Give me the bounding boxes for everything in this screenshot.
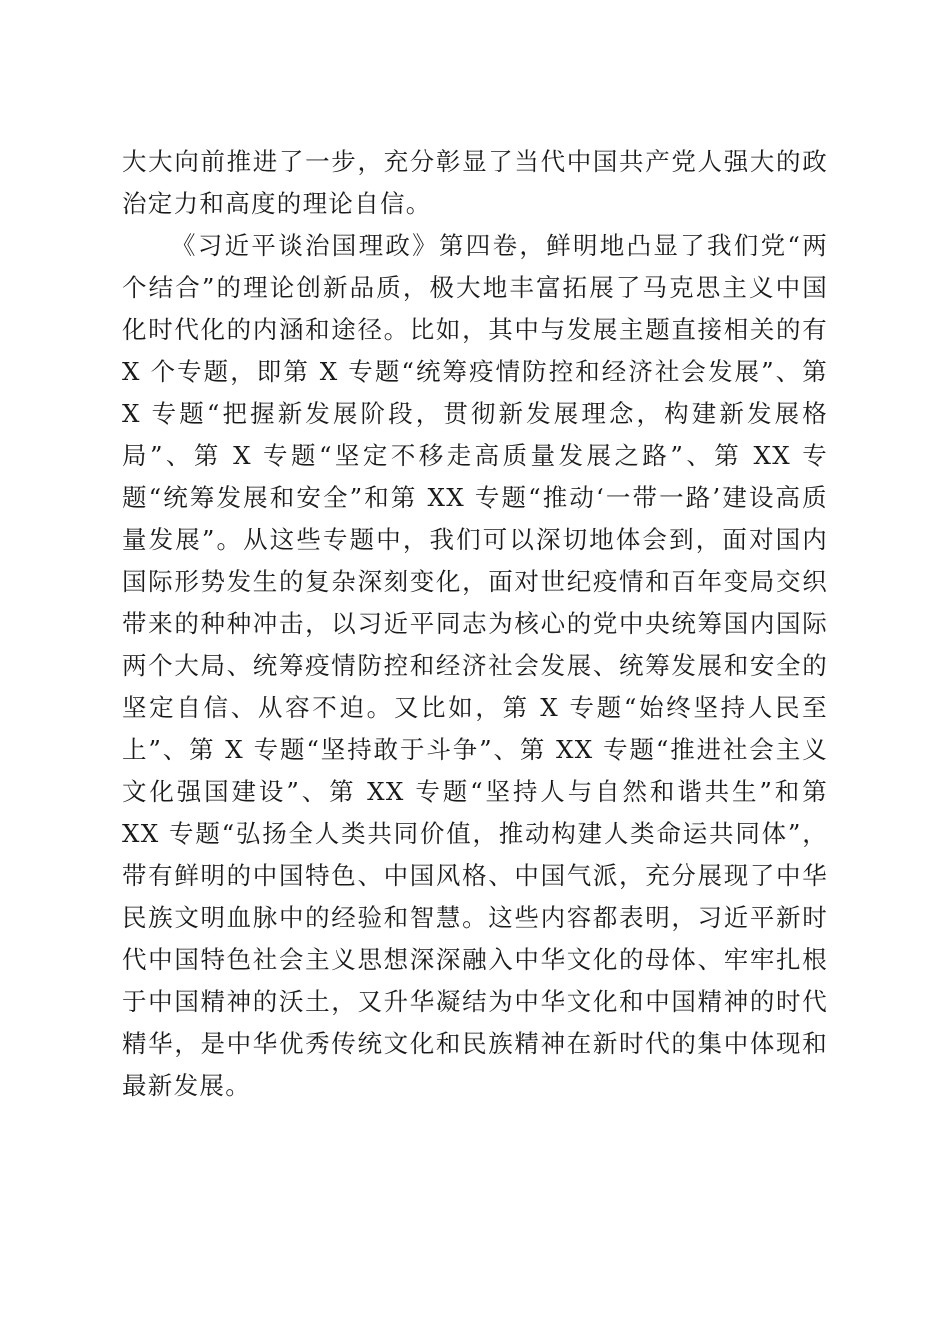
body-text bbox=[122, 141, 828, 1107]
paragraph-continuation: 大大向前推进了一步，充分彰显了当代中国共产党人强大的政治定力和高度的理论自信。 bbox=[122, 147, 828, 218]
paragraph-main: 《习近平谈治国理政》第四卷，鲜明地凸显了我们党“两个结合”的理论创新品质，极大地丰富拓展了马克思主义中国化时代化的内涵和途径。比如，其中与发展主题直接相关的有 X 个专题，即第 X 专题“统筹疫情防控和经济社会发展”、第 X 专题“把握新发展阶段，贯彻新发展理念，构建新发展格局”、第 X 专题“坚定不移走高质量发展之路”、第 XX 专题“统筹发展和安全”和第 XX 专题“推动‘一带一路’建设高质量发展”。从这些专题中，我们可以深切地体会到，面对国内国际形势发生的复杂深刻变化，面对世纪疫情和百年变局交织带来的种种冲击，以习近平同志为核心的党中央统筹国内国际两个大局、统筹疫情防控和经济社会发展、统筹发展和安全的坚定自信、从容不迫。又比如，第 X 专题“始终坚持人民至上”、第 X 专题“坚持敢于斗争”、第 XX 专题“推进社会主义文化强国建设”、第 XX 专题“坚持人与自然和谐共生”和第 XX 专题“弘扬全人类共同价值，推动构建人类命运共同体”，带有鲜明的中国特色、中国风格、中国气派，充分展现了中华民族文明血脉中的经验和智慧。这些内容都表明，习近平新时代中国特色社会主义思想深深融入中华文化的母体、牢牢扎根于中国精神的沃土，又升华凝结为中华文化和中国精神的时代精华，是中华优秀传统文化和民族精神在新时代的集中体现和最新发展。 bbox=[122, 231, 828, 1100]
